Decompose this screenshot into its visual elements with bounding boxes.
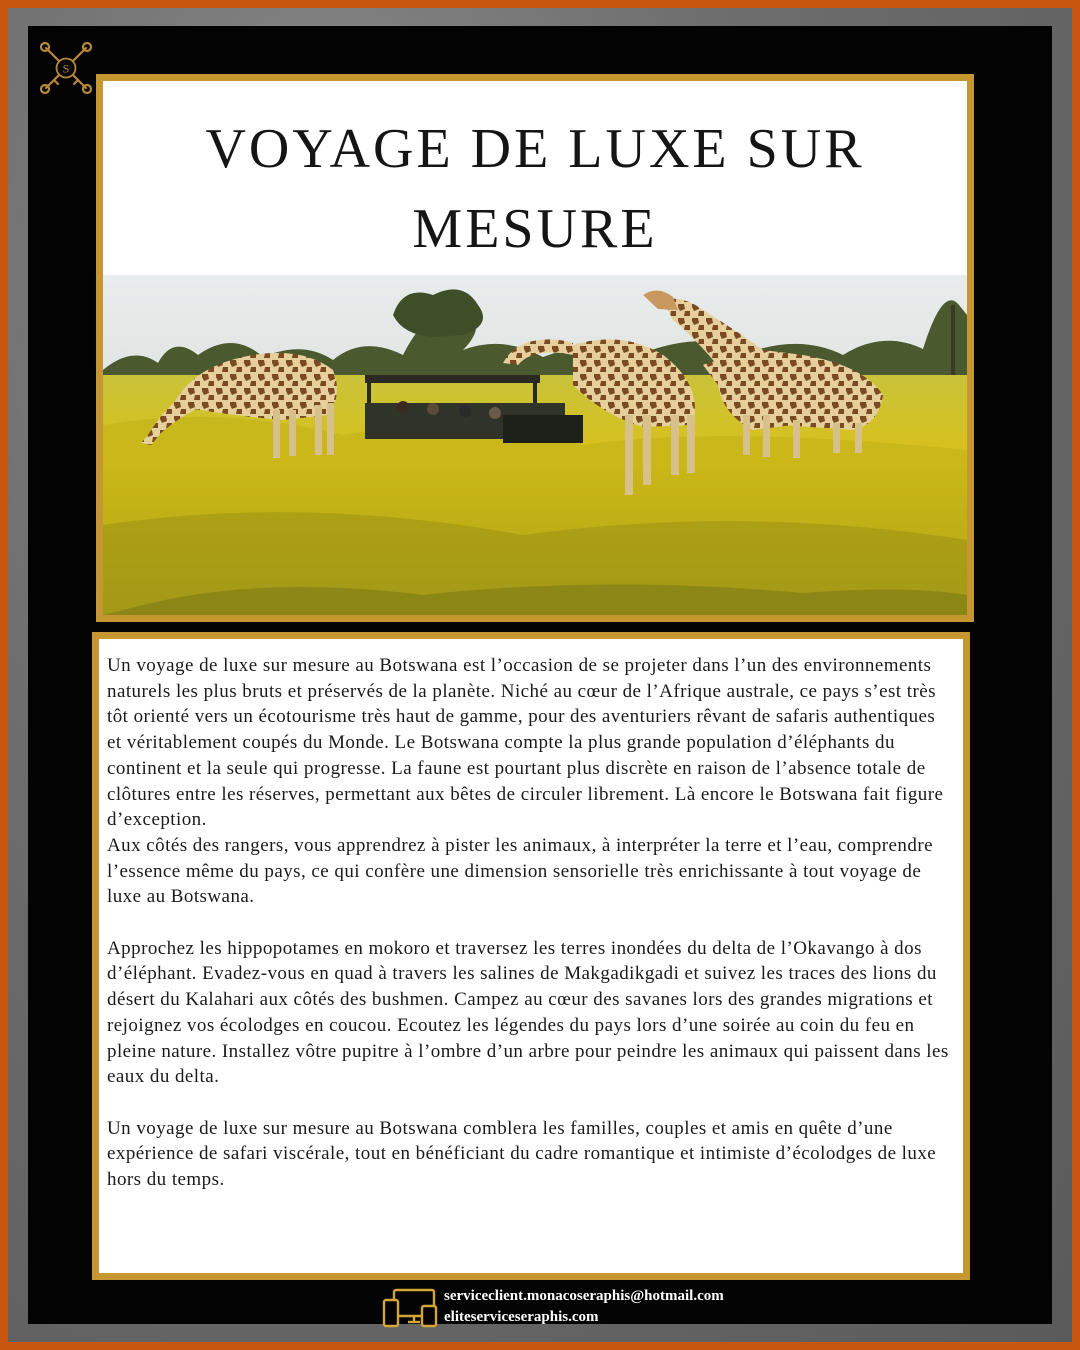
article-card: [99, 639, 963, 1273]
title-line-1: VOYAGE DE LUXE SUR MESURE: [205, 118, 865, 260]
article-paragraph-4: Un voyage de luxe sur mesure au Botswana comblera les familles, couples et amis en quête d’une expérience de safari viscérale, tout en bénéficiant du cadre romantique et intimiste d’écolodges de luxe hors du temps.: [107, 1117, 937, 1191]
contact-email[interactable]: serviceclient.monacoseraphis@hotmail.com: [444, 1288, 724, 1304]
giraffes-safari-photo: [103, 275, 967, 615]
contact-website[interactable]: eliteserviceseraphis.com: [444, 1309, 599, 1325]
article-paragraph-1: Un voyage de luxe sur mesure au Botswana est l’occasion de se projeter dans l’un des environnements naturels les plus bruts et préservés de la planète. Niché au cœur de l’Afrique australe, ce pays s’est très tôt orienté vers un écotourisme très haut de gamme, pour des aventuriers rêvant de safaris authentiques et véritablement coupés du Monde. Le Botswana compte la plus grande population d’éléphants du continent et la seule qui progresse. La faune est pourtant plus discrète en raison de l’absence totale de clôtures entre les réserves, permettant aux bêtes de circuler librement. Là encore le Botswana fait figure d’exception.: [107, 655, 944, 831]
keys-monogram-logo-icon: [38, 40, 94, 96]
logo-letter: S: [62, 61, 70, 76]
article-paragraph-3: Approchez les hippopotames en mokoro et traversez les terres inondées du delta de l’Okavango à dos d’éléphant. Evadez-vous en quad à travers les salines de Makgadikgadi et suivez les traces des lions du désert du Kalahari aux côtés des bushmen. Campez au cœur des savanes lors des grandes migrations et rejoignez vos écolodges en coucou. Ecoutez les légendes du pays lors d’une soirée au coin du feu en pleine nature. Installez vôtre pupitre à l’ombre d’un arbre pour peindre les animaux qui paissent dans les eaux du delta.: [107, 937, 949, 1088]
article-panel: [92, 632, 970, 1280]
title-card: [103, 81, 967, 615]
devices-icon: [382, 1288, 438, 1328]
article-paragraph-2: Aux côtés des rangers, vous apprendrez à pister les animaux, à interpréter la terre et l’eau, comprendre l’essence même du pays, ce qui confère une dimension sensorielle très enrichissante à tout voyage de luxe au Botswana.: [107, 834, 933, 908]
title-panel: [96, 74, 974, 622]
